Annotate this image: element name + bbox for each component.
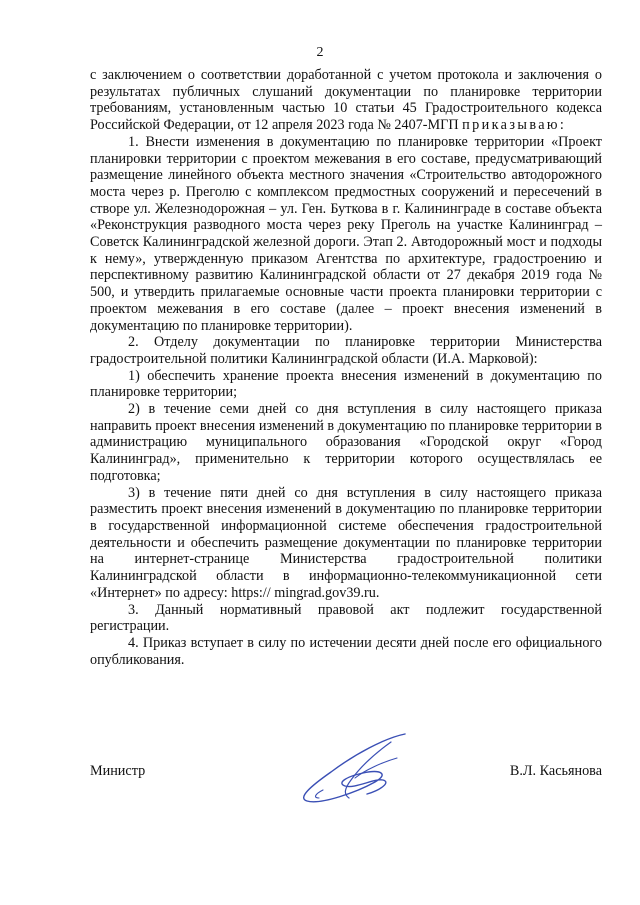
intro-text: с заключением о соответствии доработанной с учетом протокола и заключения о результатах публичных слушаний документации по планировке территории требованиям, установленным частью 10 статьи 45 Градостроительного кодекса Российской Федерации, от 12 апреля 2023 года № 2407-МГП	[90, 67, 602, 134]
signer-name: В.Л. Касьянова	[509, 763, 602, 779]
paragraph-item-2: 2. Отделу документации по планировке территории Министерства градостроительной политики Калининградской области (И.А. Марковой):	[90, 334, 602, 367]
signer-title: Министр	[90, 763, 146, 779]
paragraph-item-3: 3. Данный нормативный правовой акт подлежит государственной регистрации.	[90, 601, 602, 635]
paragraph-subitem-2-1: 1) обеспечить хранение проекта внесения изменений в документацию по планировке территории;	[90, 367, 602, 401]
paragraph-item-1: 1. Внести изменения в документацию по планировке территории «Проект планировки территории с проектом межевания в его составе, предусматривающий размещение линейного объекта местного значения «Строительство автодорожного моста через р. Преголю с комплексом предмостных сооружений и пересечений в створе ул. Железнодорожная – ул. Ген. Буткова в г. Калининграде в составе объекта «Реконструкция разводного моста через реку Преголь на участке Калининград – Советск Калининградской железной дороги. Этап 2. Автодорожный мост и подходы к нему», утвержденную приказом Агентства по архитектуре, градостроению и перспективному развитию Калининградской области от 27 декабря 2019 года № 500, и утвердить прилагаемые основные части проекта планировки территории с проектом межевания в его составе (далее – проект внесения изменений в документацию по планировке территории).	[90, 133, 602, 334]
intro-paragraph	[90, 67, 602, 134]
page-number: 2	[316, 45, 324, 60]
paragraph-subitem-2-2: 2) в течение семи дней со дня вступления в силу настоящего приказа направить проект внесения изменений в документацию по планировке территории в администрацию муниципального образования «Городской округ «Город Калининград», применительно к территории которого осуществлялась ее подготовка;	[90, 401, 602, 484]
order-word: приказываю:	[462, 117, 567, 134]
paragraph-subitem-2-3: 3) в течение пяти дней со дня вступления в силу настоящего приказа разместить проект внесения изменений в документацию по планировке территории в государственной информационной системе обеспечения градостроительной деятельности и обеспечить размещение документации по планировке территории на интернет-странице Министерства градостроительной политики Калининградской области в информационно-телекоммуникационной сети «Интернет» по адресу: https:// mingrad.gov39.ru.	[90, 484, 602, 601]
handwritten-signature	[293, 728, 415, 808]
document-body	[90, 67, 602, 668]
paragraph-item-4: 4. Приказ вступает в силу по истечении десяти дней после его официального опубликования.	[90, 634, 602, 668]
